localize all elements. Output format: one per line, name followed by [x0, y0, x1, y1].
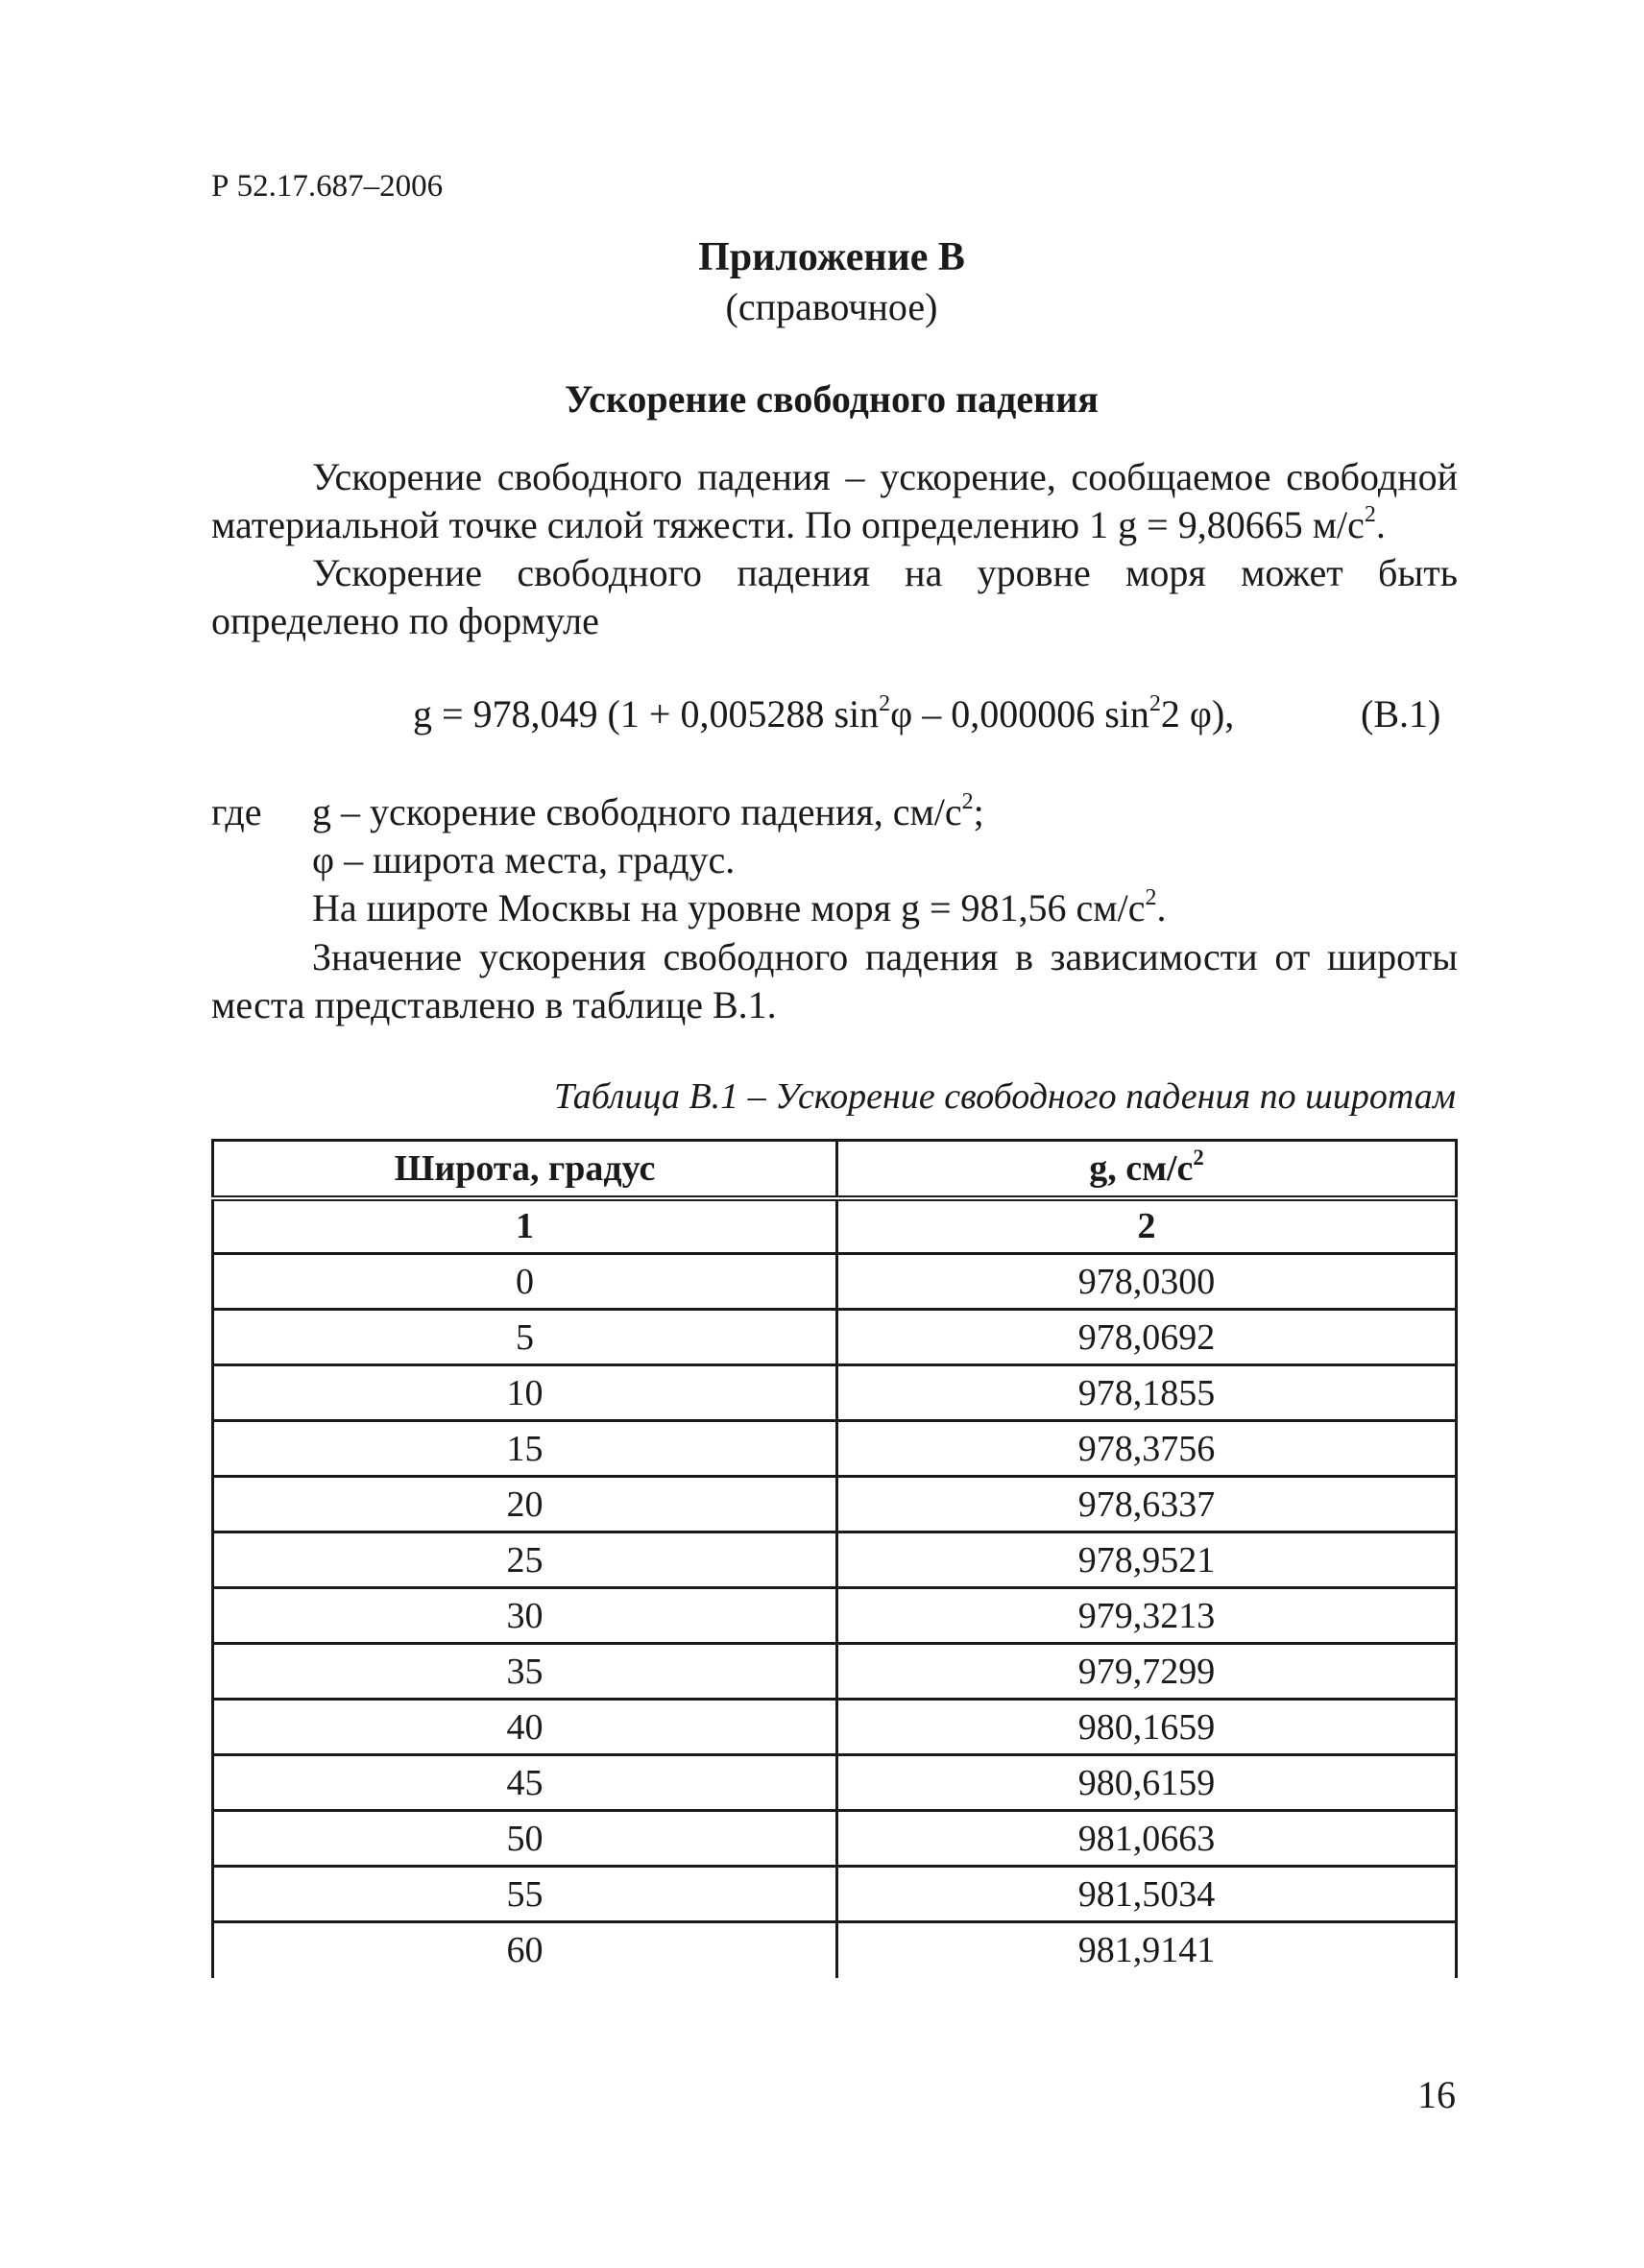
formula-part: φ – 0,000006 sin	[890, 692, 1149, 736]
latitude-cell: 10	[213, 1365, 837, 1421]
definition-g	[312, 789, 984, 834]
superscript: 2	[879, 691, 891, 717]
latitude-cell: 30	[213, 1588, 837, 1644]
table-row	[213, 1421, 1457, 1477]
definition-phi: φ – широта места, градус.	[312, 838, 736, 881]
document-code: Р 52.17.687–2006	[211, 169, 444, 204]
latitude-cell: 15	[213, 1421, 837, 1477]
where-label: где	[211, 790, 262, 833]
latitude-cell: 60	[213, 1922, 837, 1978]
column-header-latitude: Широта, градус	[213, 1141, 837, 1198]
superscript: 2	[961, 789, 974, 815]
gravity-cell: 980,1659	[837, 1700, 1457, 1755]
gravity-table	[211, 1139, 1458, 1978]
formula-number: (В.1)	[1361, 692, 1441, 736]
column-number: 2	[837, 1198, 1457, 1254]
page-number: 16	[1417, 2073, 1456, 2116]
paragraph-definition	[211, 453, 1458, 549]
column-number: 1	[213, 1198, 837, 1254]
punctuation: ;	[973, 790, 984, 833]
table-row	[213, 1365, 1457, 1421]
appendix-title: Приложение В	[698, 235, 965, 279]
gravity-cell: 978,6337	[837, 1477, 1457, 1532]
latitude-cell: 25	[213, 1532, 837, 1588]
column-header-gravity	[837, 1141, 1457, 1198]
paragraph-table-ref: Значение ускорения свободного падения в зависимости от широты места представлено в таблице В.1.	[211, 935, 1458, 1026]
column-number-row	[213, 1198, 1457, 1254]
table-row	[213, 1588, 1457, 1644]
latitude-cell: 35	[213, 1644, 837, 1700]
formula	[413, 691, 1234, 736]
gravity-cell: 979,3213	[837, 1588, 1457, 1644]
gravity-cell: 978,0300	[837, 1254, 1457, 1310]
table-row	[213, 1755, 1457, 1811]
table-row	[213, 1811, 1457, 1867]
latitude-cell: 40	[213, 1700, 837, 1755]
table-row	[213, 1644, 1457, 1700]
appendix-type: (справочное)	[725, 285, 938, 328]
superscript: 2	[1193, 1145, 1204, 1170]
moscow-text: На широте Москвы на уровне моря g = 981,56 см/с	[312, 886, 1146, 929]
latitude-cell: 0	[213, 1254, 837, 1310]
latitude-cell: 20	[213, 1477, 837, 1532]
table-row	[213, 1922, 1457, 1978]
formula-part: g = 978,049 (1 + 0,005288 sin	[413, 692, 880, 736]
gravity-cell: 981,5034	[837, 1867, 1457, 1922]
gravity-cell: 978,0692	[837, 1310, 1457, 1365]
latitude-cell: 55	[213, 1867, 837, 1922]
gravity-cell: 979,7299	[837, 1644, 1457, 1700]
punctuation: .	[1156, 886, 1167, 929]
paragraph-text: Ускорение свободного падения – ускорение, сообщаемое свободной материальной точке силой тяжести. По определению 1 g = 9,80665 м/с	[211, 455, 1458, 546]
definition-text: g – ускорение свободного падения, см/с	[312, 790, 962, 833]
table-caption: Таблица В.1 – Ускорение свободного падения по широтам	[553, 1076, 1456, 1117]
table-row	[213, 1254, 1457, 1310]
table-row	[213, 1700, 1457, 1755]
gravity-cell: 981,0663	[837, 1811, 1457, 1867]
superscript: 2	[1145, 885, 1157, 911]
latitude-cell: 45	[213, 1755, 837, 1811]
latitude-cell: 5	[213, 1310, 837, 1365]
punctuation: .	[1375, 503, 1386, 546]
gravity-cell: 978,9521	[837, 1532, 1457, 1588]
latitude-cell: 50	[213, 1811, 837, 1867]
section-title: Ускорение свободного падения	[565, 377, 1099, 421]
superscript: 2	[1148, 691, 1161, 717]
formula-part: 2 φ),	[1160, 692, 1235, 736]
superscript: 2	[1364, 502, 1376, 528]
table-row	[213, 1867, 1457, 1922]
table-row	[213, 1477, 1457, 1532]
table-header-row	[213, 1141, 1457, 1198]
table-row	[213, 1310, 1457, 1365]
gravity-cell: 981,9141	[837, 1922, 1457, 1978]
gravity-cell: 978,1855	[837, 1365, 1457, 1421]
header-text: g, см/с	[1089, 1147, 1194, 1189]
paragraph-formula-intro: Ускорение свободного падения на уровне моря может быть определено по формуле	[211, 551, 1458, 642]
gravity-cell: 980,6159	[837, 1755, 1457, 1811]
moscow-value	[312, 885, 1166, 930]
gravity-cell: 978,3756	[837, 1421, 1457, 1477]
table-row	[213, 1532, 1457, 1588]
